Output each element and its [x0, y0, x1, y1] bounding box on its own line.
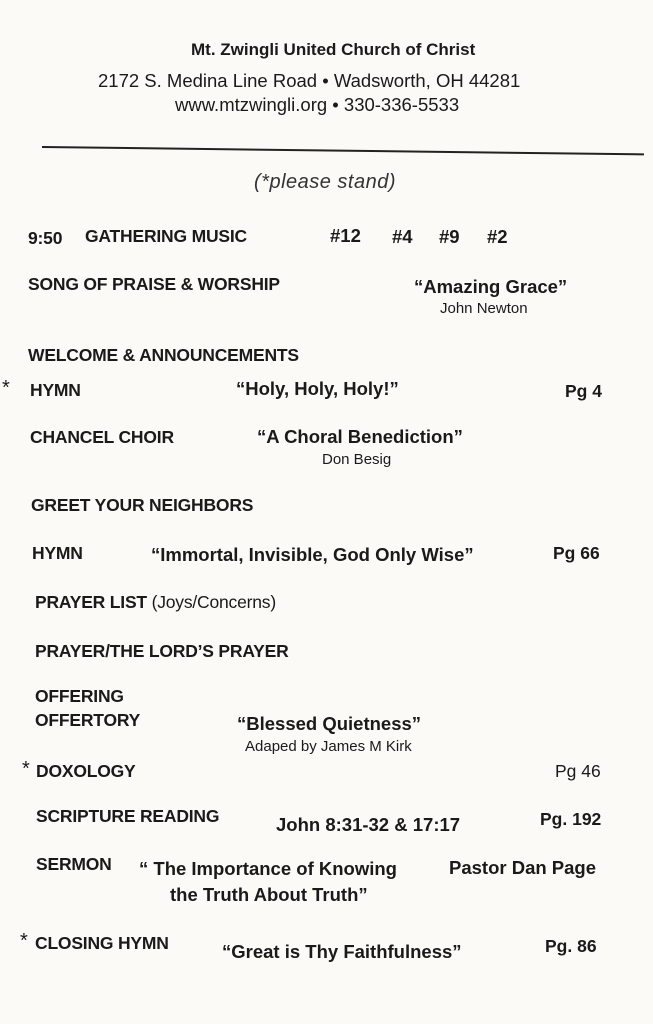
stand-marker: *	[20, 930, 28, 952]
hymn2-page: Pg 66	[553, 543, 600, 563]
hymn2-title: “Immortal, Invisible, God Only Wise”	[151, 544, 474, 565]
gathering-label: GATHERING MUSIC	[85, 226, 247, 246]
stand-note: (*please stand)	[254, 171, 397, 193]
stand-marker: *	[22, 758, 30, 780]
header-divider	[42, 146, 644, 155]
choir-credit: Don Besig	[322, 451, 392, 468]
song-label: SONG OF PRAISE & WORSHIP	[28, 274, 280, 294]
scripture-page: Pg. 192	[540, 809, 602, 829]
song-title: “Amazing Grace”	[414, 276, 568, 297]
sermon-title-line1: “ The Importance of Knowing	[139, 858, 397, 879]
offertory-title: “Blessed Quietness”	[237, 713, 422, 734]
sermon-label: SERMON	[36, 854, 112, 874]
gathering-number: #2	[487, 226, 508, 247]
closing-label: CLOSING HYMN	[35, 933, 169, 953]
hymn1-label: HYMN	[30, 380, 81, 400]
hymn1-page: Pg 4	[565, 381, 602, 401]
prayer-list-note: (Joys/Concerns)	[151, 592, 276, 612]
lords-prayer-label: PRAYER/THE LORD’S PRAYER	[35, 641, 289, 661]
sermon-preacher: Pastor Dan Page	[449, 857, 597, 878]
offertory-credit: Adaped by James M Kirk	[245, 738, 412, 755]
welcome-label: WELCOME & ANNOUNCEMENTS	[28, 345, 299, 365]
hymn1-title: “Holy, Holy, Holy!”	[236, 378, 399, 399]
choir-label: CHANCEL CHOIR	[30, 427, 174, 447]
doxology-label: DOXOLOGY	[36, 761, 136, 781]
church-contact: www.mtzwingli.org • 330-336-5533	[175, 94, 460, 115]
closing-title: “Great is Thy Faithfulness”	[222, 941, 462, 962]
church-address: 2172 S. Medina Line Road • Wadsworth, OH 44281	[98, 70, 521, 91]
scripture-reference: John 8:31-32 & 17:17	[276, 814, 461, 835]
choir-title: “A Choral Benediction”	[257, 426, 463, 447]
gathering-number: #9	[439, 226, 460, 247]
prayer-list-line	[35, 592, 276, 613]
church-name: Mt. Zwingli United Church of Christ	[191, 40, 476, 59]
greet-label: GREET YOUR NEIGHBORS	[31, 495, 254, 515]
doxology-page: Pg 46	[555, 761, 601, 781]
stand-marker: *	[2, 377, 10, 399]
closing-page: Pg. 86	[545, 936, 597, 956]
song-credit: John Newton	[440, 300, 528, 317]
gathering-number: #4	[392, 226, 413, 247]
gathering-time: 9:50	[28, 228, 63, 248]
sermon-title-line2: the Truth About Truth”	[170, 884, 368, 905]
offertory-label: OFFERTORY	[35, 710, 141, 730]
gathering-number: #12	[330, 225, 361, 246]
scripture-label: SCRIPTURE READING	[36, 806, 220, 826]
prayer-list-label: PRAYER LIST	[35, 592, 147, 612]
offering-label: OFFERING	[35, 686, 124, 706]
hymn2-label: HYMN	[32, 543, 83, 563]
